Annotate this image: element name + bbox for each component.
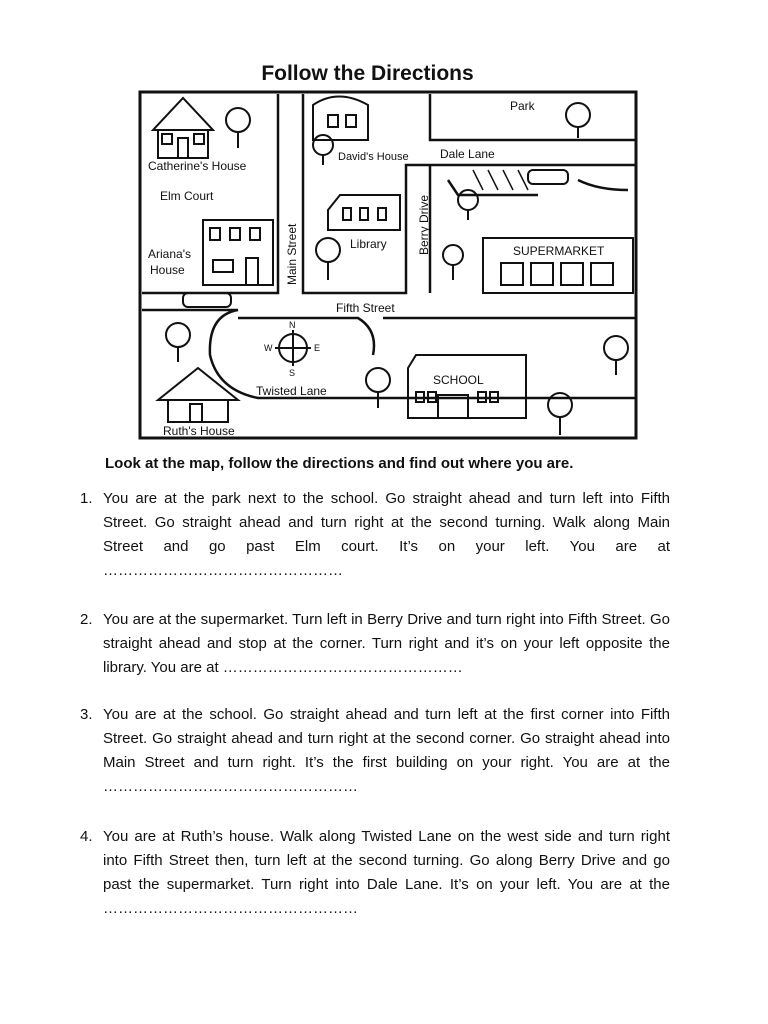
item-text: You are at Ruth’s house. Walk along Twisted Lane on the west side and turn right into Fifth Street then, turn left at the second turning. Go along Berry Drive and go past the supermarket. Turn right into Dale Lane. It’s on your left. You are at the …………………………………………… bbox=[103, 828, 670, 917]
item-number: 4. bbox=[80, 828, 93, 845]
item-text: You are at the park next to the school. Go straight ahead and turn left into Fifth Street. Go straight ahead and turn right at the second turning. Walk along Main Street and go past Elm court. It’s on your left. You are at ………………………………………… bbox=[103, 490, 670, 579]
item-number: 3. bbox=[80, 706, 93, 723]
label-twisted-lane: Twisted Lane bbox=[256, 384, 327, 398]
direction-item bbox=[80, 608, 670, 680]
label-ruth: Ruth's House bbox=[163, 424, 235, 438]
label-ariana: Ariana's bbox=[148, 247, 191, 261]
direction-item bbox=[80, 703, 670, 799]
item-number: 2. bbox=[80, 611, 93, 628]
worksheet-title: Follow the Directions bbox=[261, 62, 474, 85]
label-school: SCHOOL bbox=[433, 373, 484, 387]
item-text: You are at the school. Go straight ahead and turn left at the first corner into Fifth Street. Go straight ahead and turn right at the second corner. Go straight ahead into Main Street and turn right. It’s the first building on your right. You are at the …………………………………………… bbox=[103, 706, 670, 795]
label-catherine: Catherine's House bbox=[148, 159, 247, 173]
item-number: 1. bbox=[80, 490, 93, 507]
compass-s: S bbox=[289, 368, 296, 378]
label-fifth-street: Fifth Street bbox=[336, 301, 395, 315]
label-elm-court: Elm Court bbox=[160, 189, 214, 203]
town-map bbox=[138, 90, 638, 440]
label-main-street: Main Street bbox=[285, 223, 299, 285]
label-dale-lane: Dale Lane bbox=[440, 147, 495, 161]
label-berry-drive: Berry Drive bbox=[417, 194, 431, 255]
item-text: You are at the supermarket. Turn left in Berry Drive and turn right into Fifth Street. Go straight ahead and stop at the corner. Turn right and it’s on your left opposite the library. You are at ………………………………………… bbox=[103, 611, 670, 676]
compass-e: E bbox=[314, 343, 321, 353]
compass-n: N bbox=[289, 320, 296, 330]
direction-item bbox=[80, 825, 670, 921]
label-david-1: David's House bbox=[338, 151, 409, 163]
label-ariana-house: House bbox=[150, 263, 185, 277]
instruction: Look at the map, follow the directions and find out where you are. bbox=[105, 455, 574, 472]
label-supermarket: SUPERMARKET bbox=[513, 244, 605, 258]
label-library: Library bbox=[350, 237, 387, 251]
direction-item bbox=[80, 487, 670, 583]
compass-w: W bbox=[264, 343, 273, 353]
label-park: Park bbox=[510, 99, 535, 113]
